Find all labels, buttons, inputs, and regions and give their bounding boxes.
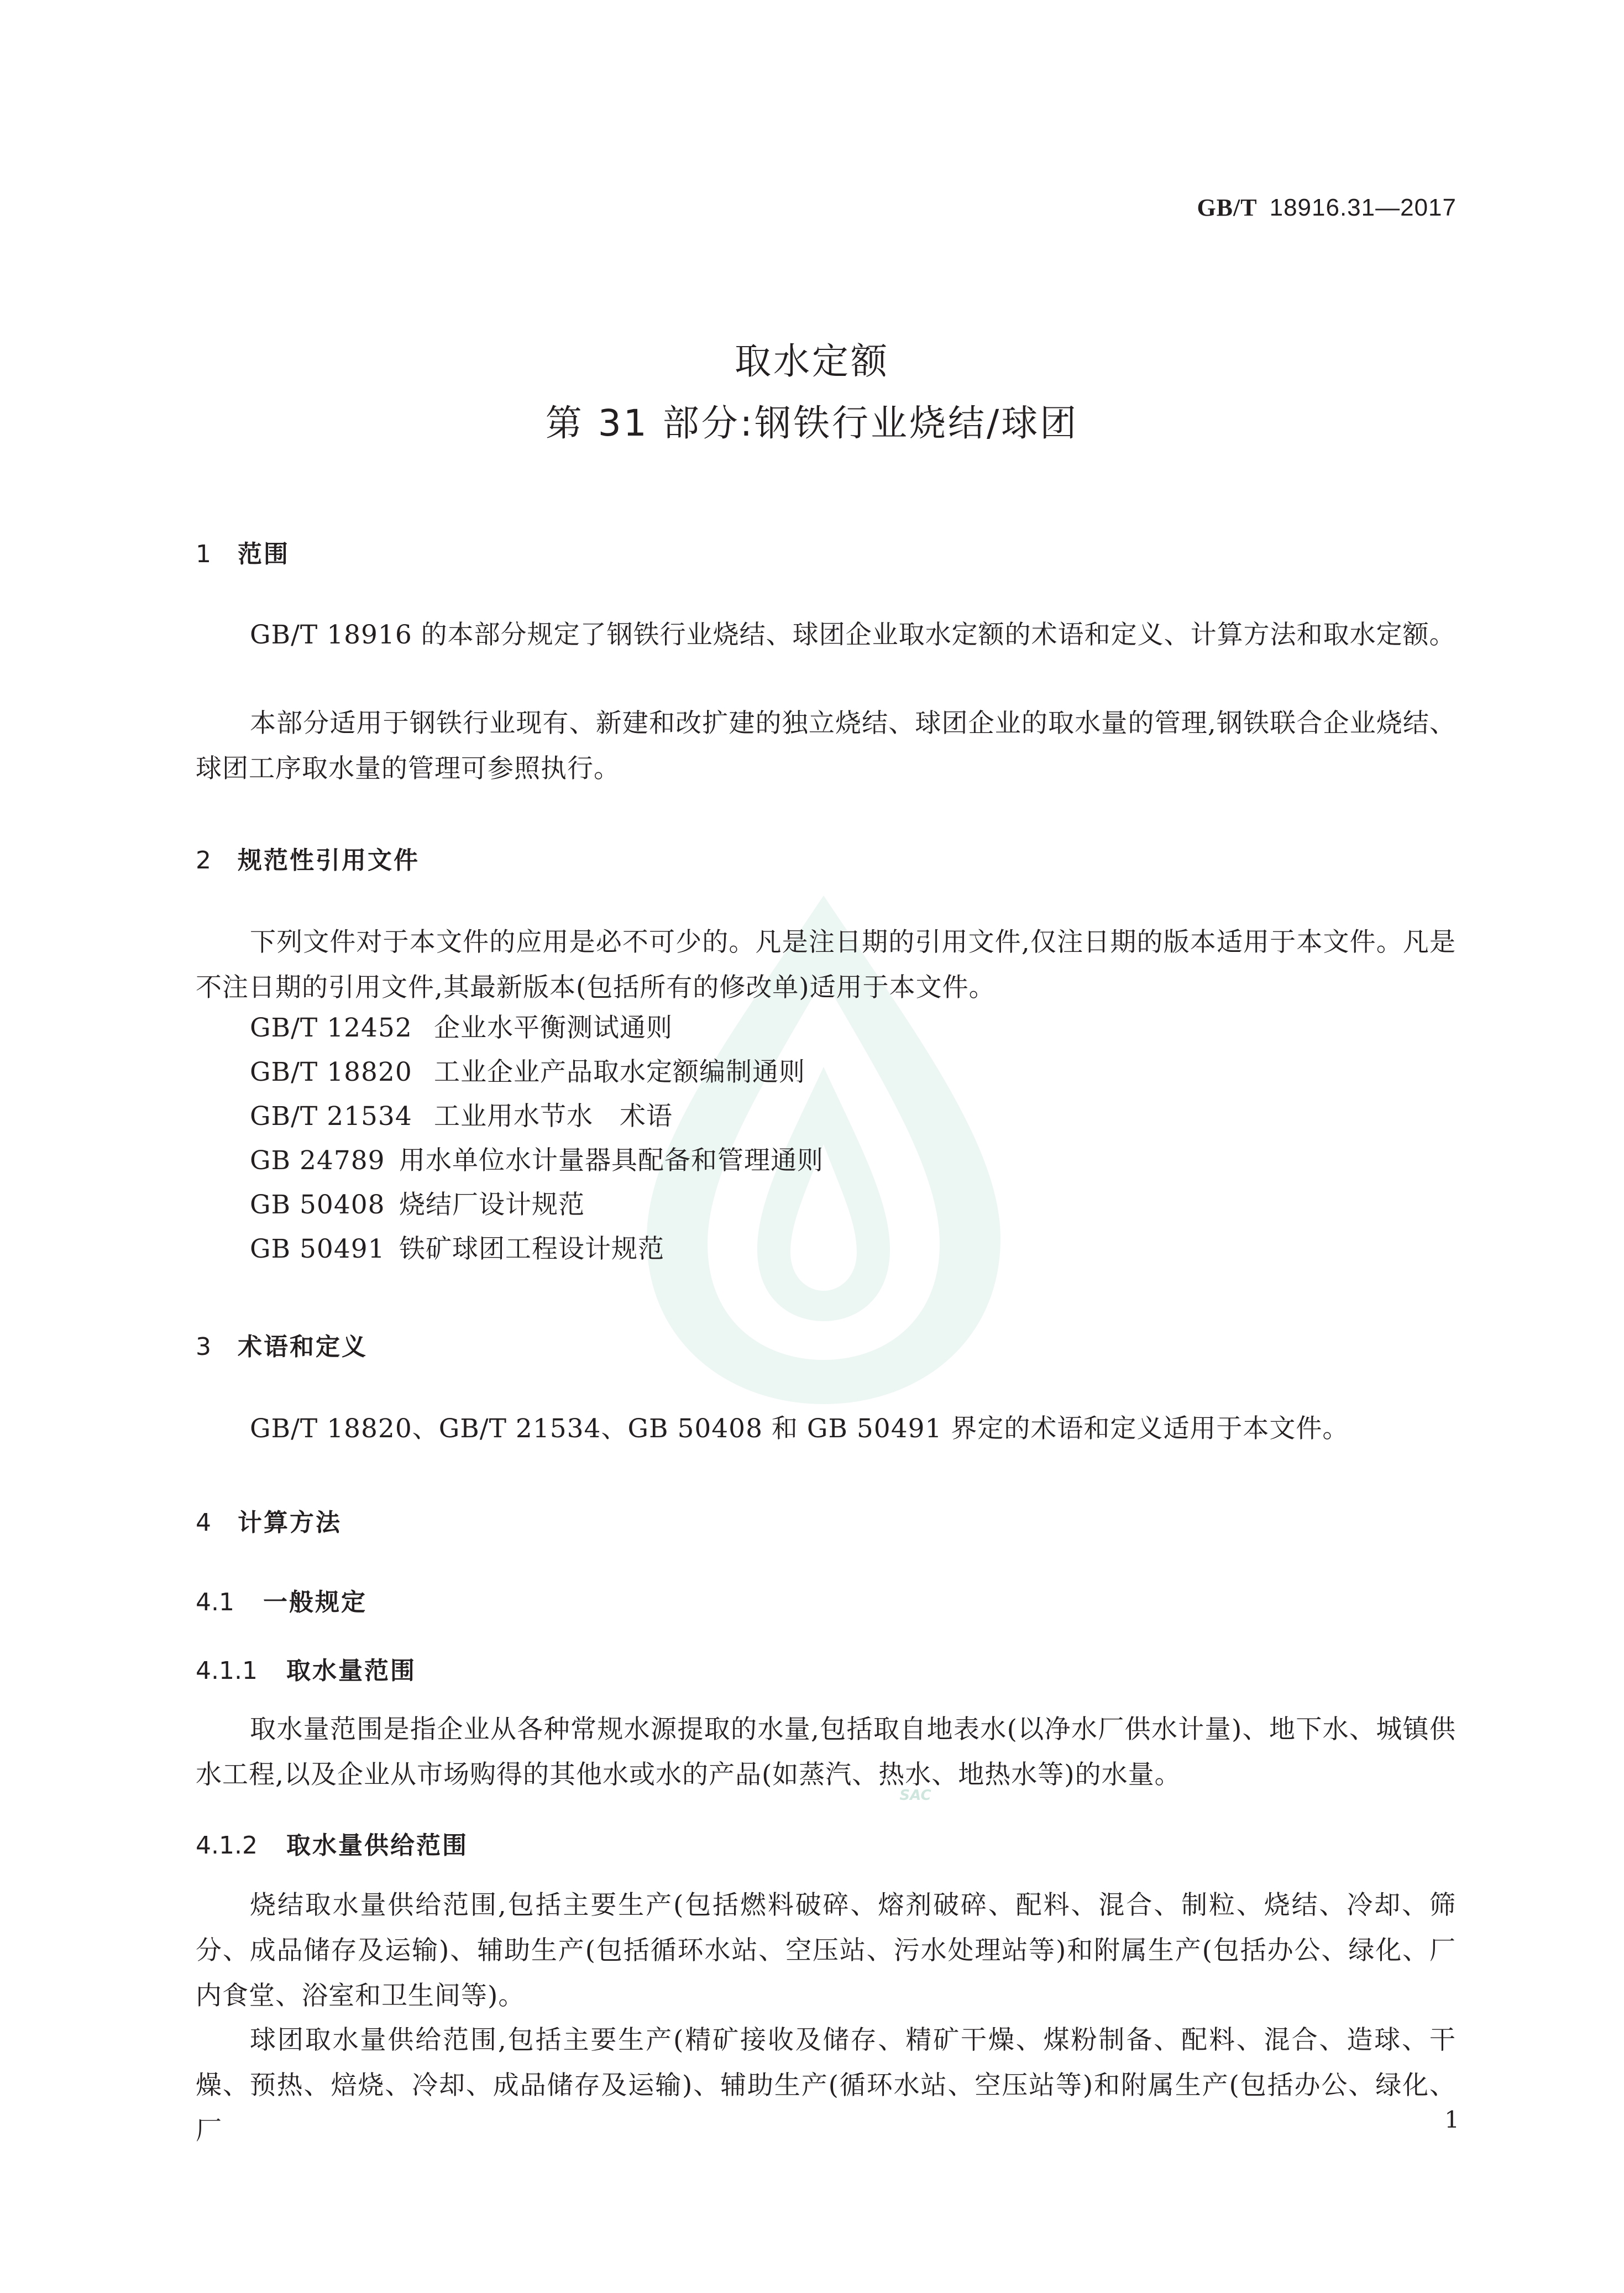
section-title: 取水量供给范围	[286, 1831, 468, 1860]
reference-name: 企业水平衡测试通则	[434, 1013, 673, 1043]
section-number: 4.1.2	[196, 1831, 258, 1860]
reference-item	[250, 1228, 664, 1265]
section-2-paragraph-1: 下列文件对于本文件的应用是必不可少的。凡是注日期的引用文件,仅注日期的版本适用于本文件。凡是不注日期的引用文件,其最新版本(包括所有的修改单)适用于本文件。	[196, 927, 1456, 1003]
reference-name: 工业用水节水 术语	[434, 1101, 673, 1132]
section-title: 规范性引用文件	[238, 846, 420, 875]
page-number: 1	[1444, 2106, 1459, 2133]
reference-item	[250, 1096, 673, 1133]
reference-item	[250, 1140, 824, 1177]
reference-name: 工业企业产品取水定额编制通则	[434, 1057, 805, 1087]
document-title: 取水定额	[735, 340, 889, 383]
reference-name: 用水单位水计量器具配备和管理通则	[399, 1145, 824, 1176]
reference-code: GB/T 21534	[250, 1101, 412, 1132]
section-number: 4.1	[196, 1588, 234, 1616]
section-4-1-1-paragraph-1: 取水量范围是指企业从各种常规水源提取的水量,包括取自地表水(以净水厂供水计量)、地下水、城镇供水工程,以及企业从市场购得的其他水或水的产品(如蒸汽、热水、地热水等)的水量。	[196, 1714, 1456, 1790]
section-4-1-heading	[196, 1582, 367, 1617]
section-4-1-2-heading	[196, 1825, 468, 1861]
section-3-paragraph-1: GB/T 18820、GB/T 21534、GB 50408 和 GB 50491 界定的术语和定义适用于本文件。	[250, 1414, 1349, 1444]
sac-watermark-logo: SAC	[899, 1787, 931, 1804]
section-4-1-1-heading	[196, 1651, 416, 1686]
section-title: 范围	[238, 540, 290, 568]
section-4-1-2-paragraph-1: 烧结取水量供给范围,包括主要生产(包括燃料破碎、熔剂破碎、配料、混合、制粒、烧结、冷却、筛分、成品储存及运输)、辅助生产(包括循环水站、空压站、污水处理站等)和附属生产(包括办公、绿化、厂内食堂、浴室和卫生间等)。	[196, 1890, 1456, 2011]
reference-item	[250, 1007, 673, 1044]
document-code-prefix: GB/T	[1197, 194, 1258, 221]
reference-name: 铁矿球团工程设计规范	[399, 1234, 664, 1264]
reference-code: GB 50491	[250, 1234, 385, 1264]
document-subtitle: 第 31 部分:钢铁行业烧结/球团	[545, 402, 1079, 444]
section-number: 3	[196, 1333, 211, 1361]
reference-name: 烧结厂设计规范	[399, 1190, 585, 1220]
section-2-heading	[196, 840, 420, 876]
section-title: 术语和定义	[238, 1333, 368, 1361]
section-4-heading	[196, 1503, 342, 1538]
section-1-heading	[196, 534, 290, 569]
section-number: 2	[196, 846, 211, 875]
document-code	[1050, 193, 1457, 222]
section-title: 计算方法	[238, 1509, 342, 1537]
section-1-paragraph-1: GB/T 18916 的本部分规定了钢铁行业烧结、球团企业取水定额的术语和定义、计算方法和取水定额。	[250, 620, 1456, 650]
section-4-1-2-paragraph-2: 球团取水量供给范围,包括主要生产(精矿接收及储存、精矿干燥、煤粉制备、配料、混合、造球、干燥、预热、焙烧、冷却、成品储存及运输)、辅助生产(循环水站、空压站等)和附属生产(包括办公、绿化、厂	[196, 2025, 1456, 2146]
document-code-number: 18916.31—2017	[1269, 194, 1457, 221]
reference-code: GB/T 18820	[250, 1057, 412, 1087]
reference-code: GB/T 12452	[250, 1013, 412, 1043]
section-title: 一般规定	[263, 1588, 367, 1616]
reference-item	[250, 1051, 805, 1088]
section-title: 取水量范围	[286, 1657, 416, 1685]
reference-item	[250, 1184, 585, 1221]
reference-code: GB 50408	[250, 1190, 385, 1220]
section-number: 1	[196, 540, 211, 568]
section-number: 4.1.1	[196, 1657, 258, 1685]
section-3-heading	[196, 1327, 368, 1362]
section-1-paragraph-2: 本部分适用于钢铁行业现有、新建和改扩建的独立烧结、球团企业的取水量的管理,钢铁联合企业烧结、球团工序取水量的管理可参照执行。	[196, 708, 1456, 784]
reference-code: GB 24789	[250, 1145, 385, 1176]
section-number: 4	[196, 1509, 211, 1537]
